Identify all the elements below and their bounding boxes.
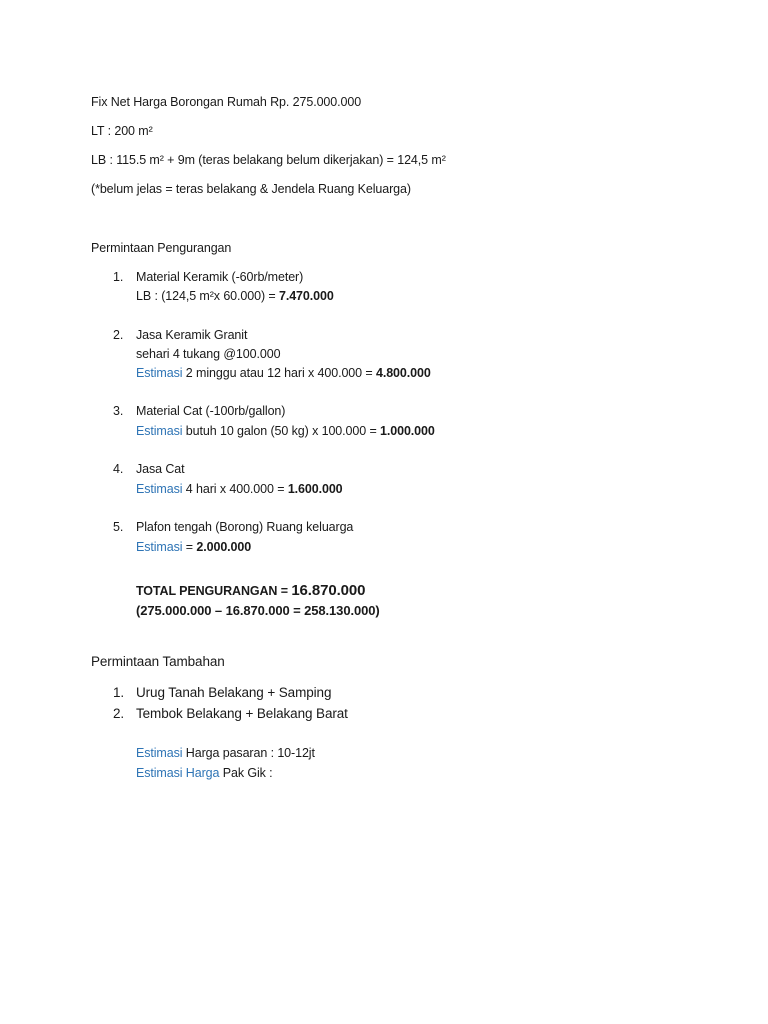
item-title: Urug Tanah Belakang + Samping bbox=[136, 685, 332, 700]
item-title: Material Cat (-100rb/gallon) bbox=[136, 404, 286, 418]
estimate-text: 2 minggu atau 12 hari x 400.000 = bbox=[182, 366, 376, 380]
detail-prefix: LB : (124,5 m²x 60.000) = bbox=[136, 289, 279, 303]
estimasi-label: Estimasi bbox=[136, 746, 183, 760]
item-detail bbox=[136, 288, 334, 304]
item-title: Material Keramik (-60rb/meter) bbox=[136, 270, 304, 284]
item-estimate bbox=[136, 539, 251, 555]
item-number: 4. bbox=[113, 462, 124, 476]
detail-amount: 4.800.000 bbox=[375, 366, 431, 380]
item-estimate bbox=[136, 481, 343, 497]
total-value: 16.870.000 bbox=[291, 582, 366, 599]
item-number: 2. bbox=[113, 328, 124, 342]
pengurangan-heading: Permintaan Pengurangan bbox=[91, 241, 232, 255]
item-title: Jasa Keramik Granit bbox=[136, 328, 248, 342]
estimate-text: butuh 10 galon (50 kg) x 100.000 = bbox=[182, 424, 381, 438]
detail-amount: 1.000.000 bbox=[380, 424, 435, 438]
item-title: Jasa Cat bbox=[136, 462, 185, 476]
item-title: Plafon tengah (Borong) Ruang keluarga bbox=[136, 520, 354, 534]
total-calculation: (275.000.000 – 16.870.000 = 258.130.000) bbox=[136, 603, 380, 618]
item-estimate bbox=[136, 365, 431, 381]
estimasi-label: Estimasi bbox=[136, 482, 183, 496]
item-number: 1. bbox=[113, 685, 125, 700]
estimasi-harga-pasaran bbox=[136, 745, 315, 761]
item-number: 2. bbox=[113, 706, 125, 721]
detail-amount: 7.470.000 bbox=[278, 289, 334, 303]
lb-line: LB : 115.5 m² + 9m (teras belakang belum dikerjakan) = 124,5 m² bbox=[91, 153, 446, 167]
estimasi-label: Estimasi bbox=[136, 424, 183, 438]
estimate-text: Pak Gik : bbox=[219, 766, 273, 780]
detail-amount: 2.000.000 bbox=[196, 540, 252, 554]
item-estimate bbox=[136, 423, 435, 439]
note-line: (*belum jelas = teras belakang & Jendela Ruang Keluarga) bbox=[91, 182, 411, 196]
item-detail: sehari 4 tukang @100.000 bbox=[136, 347, 281, 361]
item-number: 5. bbox=[113, 520, 124, 534]
estimasi-harga-label: Estimasi Harga bbox=[136, 766, 220, 780]
estimate-text: Harga pasaran : 10-12jt bbox=[182, 746, 315, 760]
estimasi-harga-pak-gik bbox=[136, 765, 273, 781]
item-number: 3. bbox=[113, 404, 124, 418]
total-pengurangan bbox=[136, 581, 365, 601]
total-label: TOTAL PENGURANGAN = bbox=[136, 584, 292, 598]
estimasi-label: Estimasi bbox=[136, 366, 183, 380]
title-line: Fix Net Harga Borongan Rumah Rp. 275.000.000 bbox=[91, 95, 362, 109]
item-title: Tembok Belakang + Belakang Barat bbox=[136, 706, 348, 721]
estimasi-label: Estimasi bbox=[136, 540, 183, 554]
item-number: 1. bbox=[113, 270, 124, 284]
estimate-text: 4 hari x 400.000 = bbox=[182, 482, 288, 496]
tambahan-heading: Permintaan Tambahan bbox=[91, 654, 225, 669]
lt-line: LT : 200 m² bbox=[91, 124, 153, 138]
detail-amount: 1.600.000 bbox=[287, 482, 343, 496]
estimate-text: = bbox=[182, 540, 197, 554]
